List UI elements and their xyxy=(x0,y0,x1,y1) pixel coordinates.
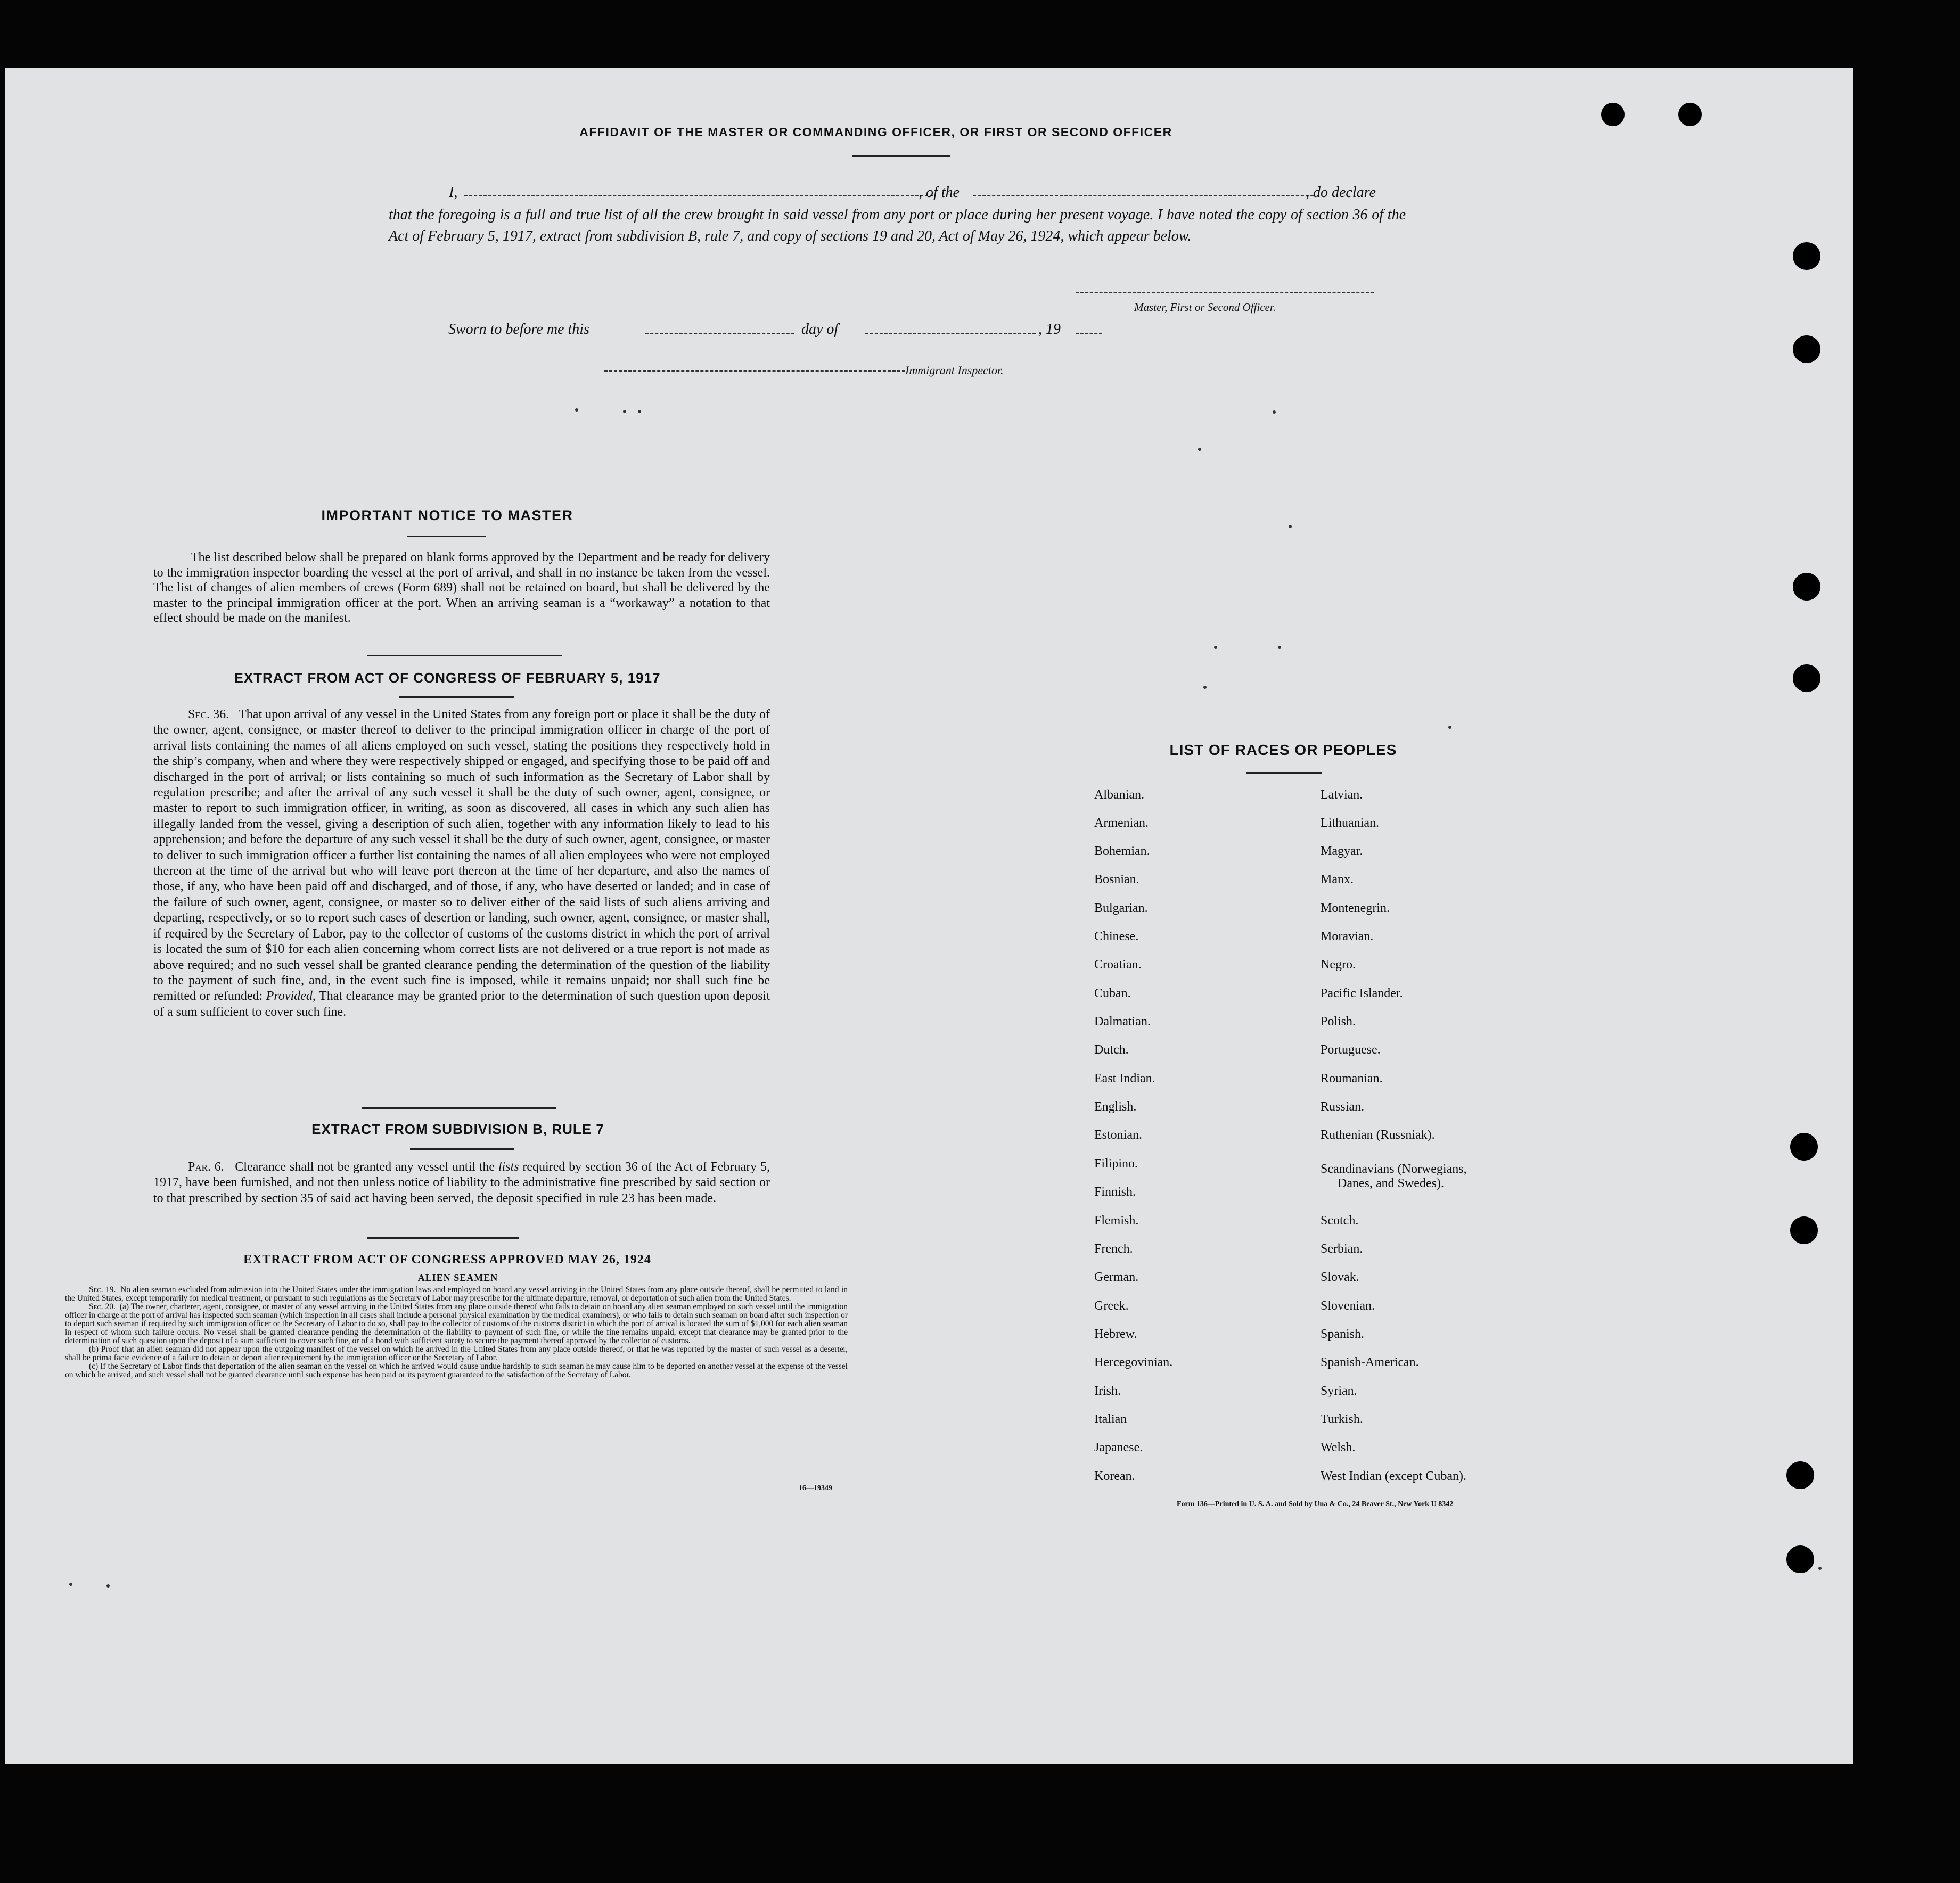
sworn-line xyxy=(442,321,1102,339)
race-estonian: Estonian. xyxy=(1094,1128,1142,1142)
races-title-rule xyxy=(1246,772,1322,774)
affidavit-i-label: I, xyxy=(449,184,458,201)
punch-hole xyxy=(1786,1461,1814,1489)
race-bosnian: Bosnian. xyxy=(1094,873,1139,886)
race-scotch: Scotch. xyxy=(1321,1214,1359,1228)
race-polish: Polish. xyxy=(1321,1015,1356,1029)
extract1917-title-rule xyxy=(399,696,514,698)
sec36-text: That upon arrival of any vessel in the United States from any foreign port or place it shall be the duty of the owner, agent, consignee, or master thereof to deliver to the principal immigration officer in charge of the port of arrival lists containing the names of all aliens employed on such vessel, stating the positions they respectively hold in the ship’s company, when and where they were respectively shipped or engaged, and specifying those to be paid off and discharged in the port of arrival; or lists containing so much of such information as the Secretary of Labor shall by regulation prescribe; and after the arrival of any such vessel it shall be the duty of such owner, agent, consignee, or master to report to such immigration officer, in writing, as soon as discovered, all cases in which any such alien has illegally landed from the vessel, giving a description of such alien, together with any information likely to lead to his apprehension; and before the departure of any such vessel it shall be the duty of such owner, agent, consignee, or master to deliver to such immigration officer a further list containing the names of all alien employees who were not employed thereon at the time of the arrival but who will leave port thereon at the time of her departure, and also the names of those, if any, who have been paid off and discharged, and of those, if any, who have deserted or landed; and in case of the failure of such owner, agent, consignee, or master so to deliver either of the said lists of such aliens arriving and departing, respectively, or so to report such cases of desertion or landing, such owner, agent, consignee, or master shall, if required by the Secretary of Labor, pay to the collector of customs of the customs district in which the port of arrival is located the sum of $10 for each alien concerning whom correct lists are not delivered or a true report is not made as above required; and no such vessel shall be granted clearance pending the determination of the question of the liability to the payment of such fine, and, in the event such fine is imposed, while it remains unpaid; nor shall such fine be remitted or refunded: xyxy=(153,708,770,1004)
race-ruthenian: Ruthenian (Russniak). xyxy=(1321,1128,1435,1142)
race-dalmatian: Dalmatian. xyxy=(1094,1015,1151,1029)
race-german: German. xyxy=(1094,1270,1139,1284)
race-greek: Greek. xyxy=(1094,1299,1129,1313)
notice-title-rule xyxy=(407,536,486,537)
master-signature-label: Master, First or Second Officer. xyxy=(1134,301,1276,314)
notice-end-rule xyxy=(367,655,562,656)
race-filipino: Filipino. xyxy=(1094,1157,1138,1171)
sec20a-text: (a) The owner, charterer, agent, consignee, or master of any vessel arriving in the United States from any place outside thereof who fails to detain on board any alien seaman employed on such vessel until the immigration officer in charge at the port of arrival has inspected such seaman (which inspection in all cases shall include a personal physical examination by the medical examiners), or who fails to detain such seaman on board after such inspection or to deport such seaman if required by such immigration officer or the Secretary of Labor to do so, shall pay to the collector of customs of the customs district in which the port of arrival is located the sum of $1,000 for each alien seaman in respect of whom such failure occurs. No vessel shall be granted clearance pending the determination of the liability to payment of such fine, or while the fine remains unpaid, except that clearance may be granted prior to the determination of such question upon the deposit of a sum sufficient to cover such fine, or of a bond with sufficient surety to secure the payment thereof approved by the collector of customs. xyxy=(65,1302,848,1345)
race-japanese: Japanese. xyxy=(1094,1441,1143,1454)
speck xyxy=(623,410,626,413)
extract1917-end-rule xyxy=(362,1107,556,1109)
race-french: French. xyxy=(1094,1242,1133,1256)
sec20c-paragraph: (c) If the Secretary of Labor finds that deportation of the alien seaman on the vessel on which he arrived would cause undue hardship to such seaman he may cause him to be deported on another vessel at the expense of the vessel on which he arrived, and such vessel shall not be granted clearance until such expense has been paid or its payment guaranteed to the satisfaction of the Secretary of Labor. xyxy=(65,1362,848,1379)
race-scandinavians-cont: Danes, and Swedes). xyxy=(1338,1177,1444,1190)
race-west-indian: West Indian (except Cuban). xyxy=(1321,1469,1466,1483)
speck xyxy=(69,1583,72,1586)
speck xyxy=(1203,686,1207,689)
notice-title: IMPORTANT NOTICE TO MASTER xyxy=(321,507,573,523)
punch-hole xyxy=(1793,335,1820,363)
punch-hole xyxy=(1678,103,1702,126)
race-turkish: Turkish. xyxy=(1321,1412,1363,1426)
speck xyxy=(1198,448,1201,451)
race-flemish: Flemish. xyxy=(1094,1214,1139,1228)
race-slovenian: Slovenian. xyxy=(1321,1299,1375,1313)
race-bohemian: Bohemian. xyxy=(1094,844,1150,858)
speck xyxy=(1214,646,1217,649)
sworn-month-field[interactable] xyxy=(865,333,1036,334)
race-irish: Irish. xyxy=(1094,1384,1121,1398)
affidavit-declare-label: , do declare xyxy=(1306,184,1376,201)
subdivision-end-rule xyxy=(367,1237,519,1239)
race-finnish: Finnish. xyxy=(1094,1185,1136,1199)
race-bulgarian: Bulgarian. xyxy=(1094,901,1148,915)
sec19-text: No alien seaman excluded from admission into the United States under the immigration laws and employed on board any vessel arriving in the United States from any place outside thereof, shall be permitted to land in the United States, except temporarily for medical treatment, or pursuant to such regulations as the Secretary of Labor may prescribe for the ultimate departure, removal, or deportation of such alien from the United States. xyxy=(65,1285,848,1303)
punch-hole xyxy=(1790,1133,1818,1161)
race-pacific-islander: Pacific Islander. xyxy=(1321,986,1403,1000)
extract1924-body xyxy=(65,1286,848,1379)
affidavit-line1 xyxy=(442,184,1406,202)
race-chinese: Chinese. xyxy=(1094,930,1139,943)
subdivision-body xyxy=(153,1160,770,1206)
race-welsh: Welsh. xyxy=(1321,1441,1356,1454)
race-croatian: Croatian. xyxy=(1094,958,1142,972)
sec36-text-end: That clearance may be granted prior to the determination of such question upon deposit of a sum sufficient to cover such fine. xyxy=(153,989,770,1019)
par6-label: Par. 6. xyxy=(188,1160,224,1174)
affidavit-body: that the foregoing is a full and true list of all the crew brought in said vessel from any port or place during her present voyage. I have noted the copy of section 36 of the Act of February 5, 1917, extract from subdivision B, rule 7, and copy of sections 19 and 20, Act of May 26, 1924, which appear below. xyxy=(389,207,1406,244)
sec20b-paragraph: (b) Proof that an alien seaman did not appear upon the outgoing manifest of the vessel on which he arrived in the United States from any place outside thereof, or that he was reported by the master of such vessel as a deserter, shall be prima facie evidence of a failure to detain or deport after requirement by the immigration officer or the Secretary of Labor. xyxy=(65,1345,848,1362)
speck xyxy=(1818,1567,1822,1570)
race-east-indian: East Indian. xyxy=(1094,1072,1155,1086)
form-footer: Form 136—Printed in U. S. A. and Sold by Una & Co., 24 Beaver St., New York U 8342 xyxy=(1177,1500,1454,1508)
sworn-date-field[interactable] xyxy=(645,333,794,334)
inspector-signature-field[interactable] xyxy=(604,370,905,372)
race-serbian: Serbian. xyxy=(1321,1242,1363,1256)
sec20a-paragraph xyxy=(65,1303,848,1345)
par6-text-b: required by section 36 of the Act of February 5, 1917, have been furnished, and not then unless notice of liability to the administrative fine prescribed by said section or to that prescribed by section 35 of said act having been served, the deposit specified in rule 23 has been made. xyxy=(153,1160,770,1205)
race-spanish-american: Spanish-American. xyxy=(1321,1355,1419,1369)
punch-hole xyxy=(1793,573,1820,601)
affidavit-title-rule xyxy=(852,155,950,157)
sworn-day-of-label: day of xyxy=(801,321,839,338)
lists-word: lists xyxy=(498,1160,519,1174)
subdivision-title-rule xyxy=(410,1148,514,1150)
punch-hole xyxy=(1790,1216,1818,1244)
extract1924-title: EXTRACT FROM ACT OF CONGRESS APPROVED MAY 26, 1924 xyxy=(243,1253,651,1267)
master-name-field[interactable] xyxy=(464,195,933,196)
race-negro: Negro. xyxy=(1321,958,1356,972)
punch-hole xyxy=(1793,664,1820,692)
sworn-year-field[interactable] xyxy=(1076,333,1102,334)
affidavit-of-the-label: , of the xyxy=(919,184,960,201)
punch-hole xyxy=(1793,242,1820,270)
inspector-label: Immigrant Inspector. xyxy=(905,364,1004,377)
race-english: English. xyxy=(1094,1100,1137,1114)
race-italian: Italian xyxy=(1094,1412,1127,1426)
sec19-label: Sec. 19. xyxy=(89,1285,116,1294)
sworn-year-label: , 19 xyxy=(1038,321,1061,338)
par6-text-a: Clearance shall not be granted any vessel until the xyxy=(235,1160,495,1174)
race-portuguese: Portuguese. xyxy=(1321,1043,1381,1057)
races-title: LIST OF RACES OR PEOPLES xyxy=(1169,742,1397,758)
provided-word: Provided, xyxy=(266,989,316,1004)
sec36-label: Sec. 36. xyxy=(188,708,229,721)
race-hebrew: Hebrew. xyxy=(1094,1327,1137,1341)
race-slovak: Slovak. xyxy=(1321,1270,1359,1284)
punch-hole xyxy=(1786,1545,1814,1573)
speck xyxy=(1278,646,1281,649)
race-hercegovinian: Hercegovinian. xyxy=(1094,1355,1173,1369)
race-scandinavians: Scandinavians (Norwegians, xyxy=(1321,1162,1467,1176)
race-roumanian: Roumanian. xyxy=(1321,1072,1383,1086)
race-lithuanian: Lithuanian. xyxy=(1321,816,1379,830)
speck xyxy=(1448,726,1451,729)
speck xyxy=(1273,410,1276,414)
extract1924-subtitle: ALIEN SEAMEN xyxy=(417,1272,498,1283)
extract1917-body xyxy=(153,707,770,1020)
master-signature-field[interactable] xyxy=(1076,292,1374,293)
race-manx: Manx. xyxy=(1321,873,1354,886)
race-magyar: Magyar. xyxy=(1321,844,1363,858)
race-armenian: Armenian. xyxy=(1094,816,1149,830)
punch-hole xyxy=(1601,103,1625,126)
race-russian: Russian. xyxy=(1321,1100,1365,1114)
speck xyxy=(575,408,578,412)
speck xyxy=(1289,525,1292,528)
vessel-name-field[interactable] xyxy=(973,195,1314,196)
race-dutch: Dutch. xyxy=(1094,1043,1129,1057)
race-korean: Korean. xyxy=(1094,1469,1135,1483)
sec20-label: Sec. 20. xyxy=(89,1302,116,1311)
race-albanian: Albanian. xyxy=(1094,788,1144,802)
speck xyxy=(106,1584,110,1588)
race-syrian: Syrian. xyxy=(1321,1384,1357,1398)
race-moravian: Moravian. xyxy=(1321,930,1374,943)
document-page xyxy=(5,68,1853,1764)
extract1917-title: EXTRACT FROM ACT OF CONGRESS OF FEBRUARY 5, 1917 xyxy=(234,670,661,686)
race-montenegrin: Montenegrin. xyxy=(1321,901,1390,915)
sworn-label: Sworn to before me this xyxy=(448,321,589,338)
race-latvian: Latvian. xyxy=(1321,788,1363,802)
affidavit-title: AFFIDAVIT OF THE MASTER OR COMMANDING OFFICER, OR FIRST OR SECOND OFFICER xyxy=(579,125,1172,139)
race-spanish: Spanish. xyxy=(1321,1327,1365,1341)
print-code: 16—19349 xyxy=(799,1484,832,1492)
subdivision-title: EXTRACT FROM SUBDIVISION B, RULE 7 xyxy=(311,1121,604,1137)
speck xyxy=(638,410,641,413)
sec19-paragraph xyxy=(65,1286,848,1303)
race-cuban: Cuban. xyxy=(1094,986,1131,1000)
notice-body: The list described below shall be prepared on blank forms approved by the Department and be ready for delivery to the immigration inspector boarding the vessel at the port of arrival, and shall in no instance be taken from the vessel. The list of changes of alien members of crews (Form 689) shall not be retained on board, but shall be delivered by the master to the principal immigration officer at the port. When an arriving seaman is a “workaway” a notation to that effect should be made on the manifest. xyxy=(153,550,770,625)
